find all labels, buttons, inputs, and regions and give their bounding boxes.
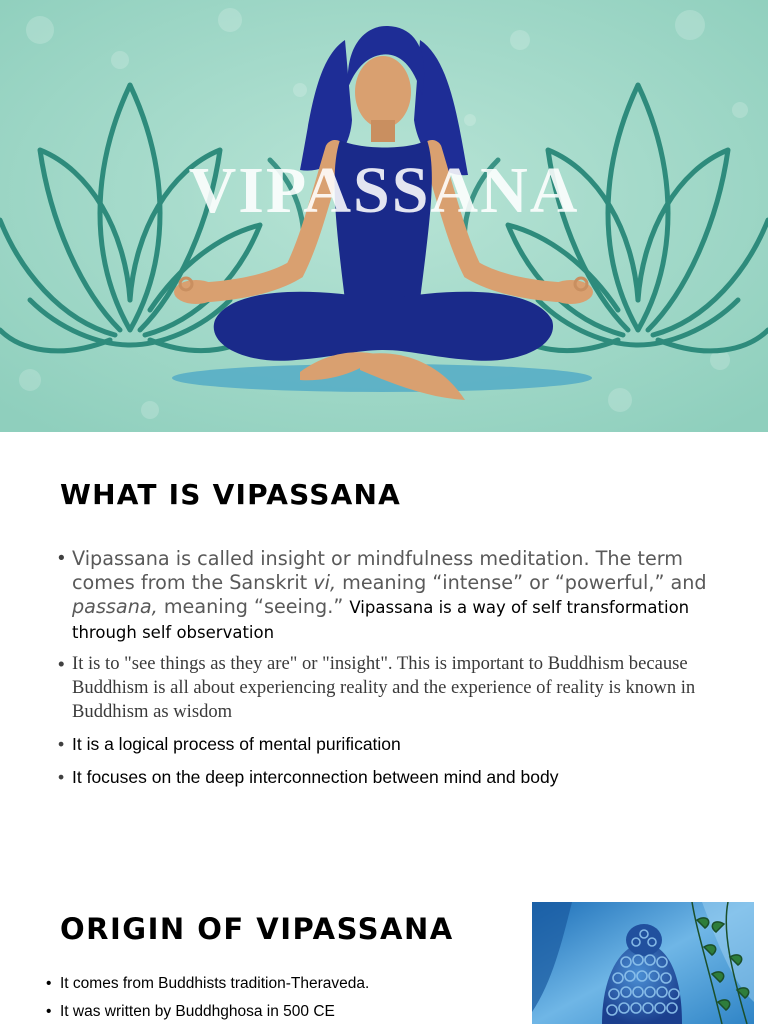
list-item xyxy=(46,1000,526,1024)
bullet-text: meaning “seeing.” xyxy=(157,595,350,618)
bullet-icon: • xyxy=(58,548,65,569)
bullet-emphasis: passana, xyxy=(72,595,158,618)
list-item xyxy=(58,732,748,756)
bullet-text: meaning “intense” or “powerful,” and xyxy=(336,571,707,594)
origin-bullet-list xyxy=(46,972,526,1028)
what-is-bullet-list xyxy=(58,547,748,789)
buddha-head-icon xyxy=(532,902,754,1024)
list-item xyxy=(58,547,748,645)
bullet-icon: • xyxy=(46,1003,52,1020)
bullet-text: It is a logical process of mental purification xyxy=(72,734,401,754)
bullet-icon: • xyxy=(58,767,65,787)
bullet-text: It comes from Buddhists tradition-Theraveda. xyxy=(60,975,370,992)
buddha-painting-image xyxy=(532,902,754,1024)
bullet-text: Vipassana is called insight or mindfulness meditation. The term comes from the Sanskrit xyxy=(72,547,683,594)
bullet-icon: • xyxy=(58,734,65,754)
bullet-icon: • xyxy=(46,975,52,992)
list-item xyxy=(46,972,526,996)
slide-title: VIPASSANA xyxy=(188,154,580,227)
bullet-text: It was written by Buddhghosa in 500 CE xyxy=(60,1003,335,1020)
list-item xyxy=(58,765,748,789)
bullet-text: It is to "see things as they are" or "insight". This is important to Buddhism because Buddhism is all about experiencing reality and the experience of reality is known in Buddhism as wisdom xyxy=(72,653,696,722)
bullet-emphasis: vi, xyxy=(313,571,337,594)
bullet-icon: • xyxy=(58,653,65,674)
section-heading-what-is: WHAT IS VIPASSANA xyxy=(60,478,401,511)
section-heading-origin: ORIGIN OF VIPASSANA xyxy=(60,912,454,946)
bullet-text: It focuses on the deep interconnection between mind and body xyxy=(72,767,559,787)
title-slide xyxy=(0,0,768,432)
list-item xyxy=(58,652,748,724)
bullet-text: Vipassana is a way of self transformation through self observation xyxy=(72,598,690,642)
